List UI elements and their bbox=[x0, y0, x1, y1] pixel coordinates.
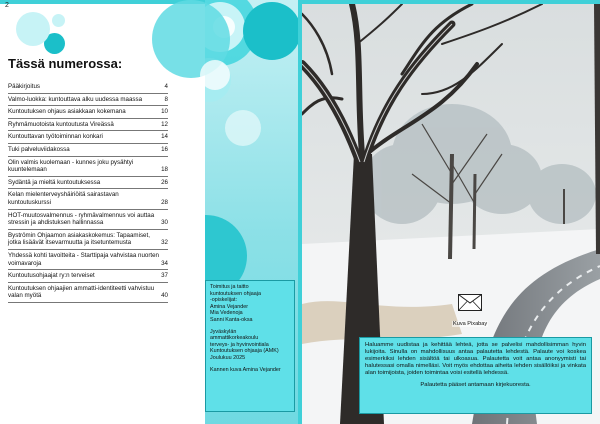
toc-item-title: Kuntouttavan työtoiminnan konkari bbox=[8, 133, 103, 141]
deco-circle-light bbox=[16, 12, 50, 46]
credits-line: Toimitus ja taitto bbox=[210, 284, 249, 290]
credits-line: Mia Vedenoja bbox=[210, 310, 243, 317]
toc-item-page: 16 bbox=[161, 145, 168, 153]
photo-caption: Kuva Pixabay bbox=[453, 321, 488, 327]
page-number: 2 bbox=[5, 2, 9, 9]
credits-line: Jyväskylän bbox=[210, 328, 237, 335]
credits-line: -opiskelijat: bbox=[210, 297, 237, 304]
toc-item[interactable] bbox=[8, 212, 168, 230]
credits-line: Joulukuu 2025 bbox=[210, 354, 246, 361]
toc-item-page: 18 bbox=[161, 166, 168, 174]
toc-item-title: Kuntoutuksen ohjaus asiakkaan kokemana bbox=[8, 108, 126, 116]
toc-item[interactable] bbox=[8, 272, 168, 283]
toc-item-page: 34 bbox=[161, 259, 168, 267]
toc-item-title: Olin valmis kuolemaan - kunnes joku pysähtyi kuuntelemaan bbox=[8, 158, 134, 174]
toc-item[interactable] bbox=[8, 146, 168, 157]
credits-line: Sanni Kanta-oksa bbox=[210, 316, 253, 323]
toc-item-title: Yhdessä kohti tavoitteita - Starttipaja vahvistaa nuorten voimavaroja bbox=[8, 251, 159, 267]
table-of-contents bbox=[8, 83, 168, 305]
toc-item-page: 4 bbox=[164, 83, 168, 90]
toc-item[interactable] bbox=[8, 179, 168, 190]
toc-item[interactable] bbox=[8, 121, 168, 132]
toc-item-page: 30 bbox=[161, 219, 168, 227]
deco-circle-tiny bbox=[52, 14, 65, 27]
toc-item[interactable] bbox=[8, 191, 168, 209]
toc-item[interactable] bbox=[8, 232, 168, 250]
toc-item[interactable] bbox=[8, 96, 168, 107]
credits-line: ammattikorkeakoulu bbox=[210, 335, 259, 342]
credits-line: terveys- ja hyvinvointiala bbox=[210, 341, 269, 348]
toc-item[interactable] bbox=[8, 285, 168, 303]
toc-item[interactable] bbox=[8, 252, 168, 270]
toc-item-page: 12 bbox=[161, 120, 168, 128]
toc-item-title: Valmo-luokka: kuntouttava alku uudessa maassa bbox=[8, 95, 143, 103]
toc-item[interactable] bbox=[8, 108, 168, 119]
cover-credit: Kannen kuva Amina Vejander bbox=[210, 366, 281, 373]
toc-item-page: 10 bbox=[161, 108, 168, 116]
toc-item-page: 37 bbox=[161, 272, 168, 280]
toc-item-title: HOT-muutosvalmennus - ryhmävalmennus voi auttaa stressin ja ahdistuksen hallinnassa bbox=[8, 211, 155, 227]
toc-item[interactable] bbox=[8, 159, 168, 177]
toc-item-page: 26 bbox=[161, 178, 168, 186]
toc-item-page: 28 bbox=[161, 198, 168, 206]
toc-item-page: 40 bbox=[161, 292, 168, 300]
toc-item-title: Kuntoutuksen ohjaajien ammatti-identiteetti vahvistuu valan myötä bbox=[8, 284, 155, 300]
toc-item[interactable] bbox=[8, 83, 168, 94]
toc-item-page: 32 bbox=[161, 239, 168, 247]
deco-circle-mid bbox=[200, 60, 230, 90]
feedback-box bbox=[359, 337, 592, 414]
toc-item-title: Tuki palveluviidakossa bbox=[8, 145, 70, 153]
feedback-body: Haluamme uudistaa ja kehittää lehteä, jotta se palvelisi mahdollisimman hyvin lukijoita. Sinulla on mahdollisuus antaa palautetta lehdestä. Palaute voi koskea esimerkiksi lehden sisältöä tai ulkoasua. Palautetta voit antaa anonyymisti tai halutessasi omalla nimelläsi. Voit myös ehdottaa aiheita lehden sisällöiksi ja vinkata alan toimijoista, joiden toimintaa voisi esitellä lehdessä. bbox=[365, 342, 586, 376]
toc-item-title: Kelan mielenterveyshäiriöitä sairastavan kuntoutuskurssi bbox=[8, 191, 119, 206]
credits-line: Amina Vejander bbox=[210, 303, 249, 310]
toc-item-title: Pääkirjoitus bbox=[8, 83, 40, 90]
toc-item-page: 8 bbox=[164, 95, 168, 103]
toc-item-title: Kuntoutusohjaajat ry:n terveiset bbox=[8, 272, 95, 280]
credits-line: Kuntoutuksen ohjaaja (AMK) bbox=[210, 348, 279, 355]
toc-item-title: Byströmin Ohjaamon asiakaskokemus: Tapaamiset, jotka lisäävät itsevarmuutta ja itsetuntemusta bbox=[8, 231, 150, 247]
credits-box bbox=[205, 280, 295, 412]
envelope-icon[interactable] bbox=[458, 294, 482, 311]
feedback-closing: Palautetta pääset antamaan kirjekuoresta. bbox=[420, 382, 531, 388]
toc-item-page: 14 bbox=[161, 133, 168, 141]
credits-line: kuntoutuksen ohjaaja bbox=[210, 290, 261, 297]
page-title: Tässä numerossa: bbox=[8, 56, 123, 71]
toc-item-title: Sydäntä ja mieltä kuntoutuksessa bbox=[8, 178, 101, 186]
toc-item-title: Ryhmämuotoista kuntoutusta Vireässä bbox=[8, 120, 114, 128]
toc-item[interactable] bbox=[8, 133, 168, 144]
